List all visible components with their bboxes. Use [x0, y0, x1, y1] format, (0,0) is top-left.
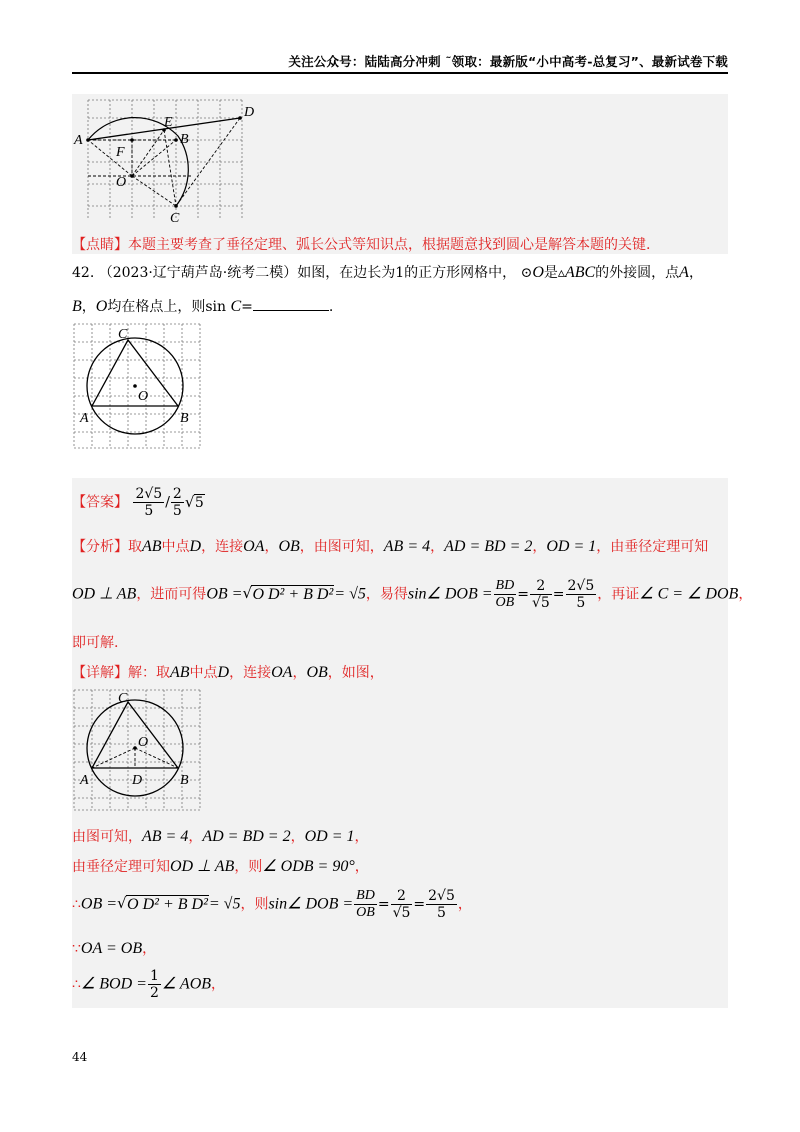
answer-tag: 【答案】: [72, 494, 128, 511]
figure-3: [72, 688, 204, 812]
point-O: [133, 746, 137, 750]
word-is: 是: [543, 265, 558, 281]
label-B: B: [180, 411, 189, 426]
answer-line: [72, 486, 205, 519]
grid: [74, 324, 200, 448]
figure-1: [72, 96, 262, 224]
label-F: F: [116, 145, 125, 160]
problem-line-2: [72, 296, 333, 316]
equals: =: [241, 299, 253, 315]
comma: ，: [81, 299, 96, 315]
circle-symbol: ⊙: [520, 265, 533, 281]
period: .: [328, 299, 334, 315]
problem-number: 42.: [72, 265, 95, 281]
analysis-line-1: 【分析】取AB中点D，连接OA，OB，由图可知，AB = 4，AD = BD = 2，OD = 1，由垂径定理可知: [72, 538, 709, 555]
label-A: A: [80, 411, 89, 426]
detail-line-4: ∴OB =√ O D² + B D²= √5，则sin∠ DOB = $\frac{BD}{OB}$ = $\frac{2}{√5}$ = $\frac{2√5}{5}$ ，: [72, 888, 472, 921]
detail-line-1: 【详解】解：取AB中点D，连接OA，OB，如图，: [72, 664, 384, 681]
var-C: C: [230, 298, 242, 315]
problem-text-2: 的外接圆，点: [595, 265, 680, 281]
problem-line-1: [72, 262, 703, 282]
sin: sin: [205, 299, 227, 315]
label-D: D: [244, 105, 255, 120]
label-D: D: [132, 773, 143, 788]
answer-separator: /: [165, 494, 170, 511]
label-O: O: [138, 735, 149, 750]
problem-source: （2023·辽宁葫芦岛·统考二模）: [98, 265, 298, 281]
var-B: B: [72, 298, 82, 315]
page-number: 44: [72, 1050, 88, 1064]
detail-tag: 【详解】: [72, 665, 128, 681]
header-rule: [72, 72, 728, 74]
grid: [74, 690, 200, 810]
label-B: B: [180, 132, 189, 147]
var-A: A: [679, 264, 689, 281]
figure-2: [72, 322, 204, 450]
analysis-line-2: OD ⊥ AB，进而可得OB =√ O D² + B D²= √5，易得sin∠ DOB = $\frac{BD}{OB}$ = $\frac{2}{√5}$ = $\frac{2√5}{5}$ ，再证∠ C = ∠ DOB，: [72, 578, 752, 611]
label-B: B: [180, 773, 189, 788]
label-E: E: [164, 115, 173, 130]
label-A: A: [80, 773, 89, 788]
label-C: C: [118, 691, 128, 706]
label-C: C: [118, 327, 128, 342]
label-C: C: [170, 211, 180, 224]
answer-blank[interactable]: [253, 296, 329, 311]
review-tag: 【点睛】: [72, 237, 128, 253]
detail-line-3: 由垂径定理可知OD ⊥ AB，则∠ ODB = 90°，: [72, 858, 369, 875]
detail-line-2: 由图可知，AB = 4，AD = BD = 2，OD = 1，: [72, 828, 369, 845]
page-header: 关注公众号：陆陆高分冲刺 ˜领取：最新版“小中高考-总复习”、最新试卷下载: [288, 54, 728, 69]
problem-text-3: 均在格点上，则: [107, 299, 206, 315]
problem-text-1: 如图，在边长为1的正方形网格中，: [297, 265, 517, 281]
label-O: O: [138, 389, 149, 404]
analysis-line-3: 即可解.: [72, 635, 119, 651]
label-A: A: [74, 133, 83, 148]
triangle-symbol: ▵: [557, 265, 565, 281]
label-O: O: [116, 175, 127, 190]
point-O: [133, 384, 137, 388]
detail-line-5: ∵OA = OB，: [72, 940, 157, 957]
detail-line-6: ∴∠ BOD = $\frac{1}{2}$ ∠ AOB，: [72, 968, 226, 1001]
analysis-tag: 【分析】: [72, 539, 128, 555]
answer-fraction-2: $\frac{2}{5}$: [172, 486, 182, 519]
var-O: O: [532, 264, 544, 281]
answer-fraction-1: $\frac{2√5}{5}$: [135, 486, 163, 519]
review-text: 本题主要考查了垂径定理、弧长公式等知识点，根据题意找到圆心是解答本题的关键.: [128, 237, 651, 253]
review-line: [72, 234, 650, 254]
answer-sqrt: √ 5: [185, 495, 205, 511]
comma: ，: [688, 265, 703, 281]
var-ABC: ABC: [564, 264, 596, 281]
var-O: O: [95, 298, 108, 315]
